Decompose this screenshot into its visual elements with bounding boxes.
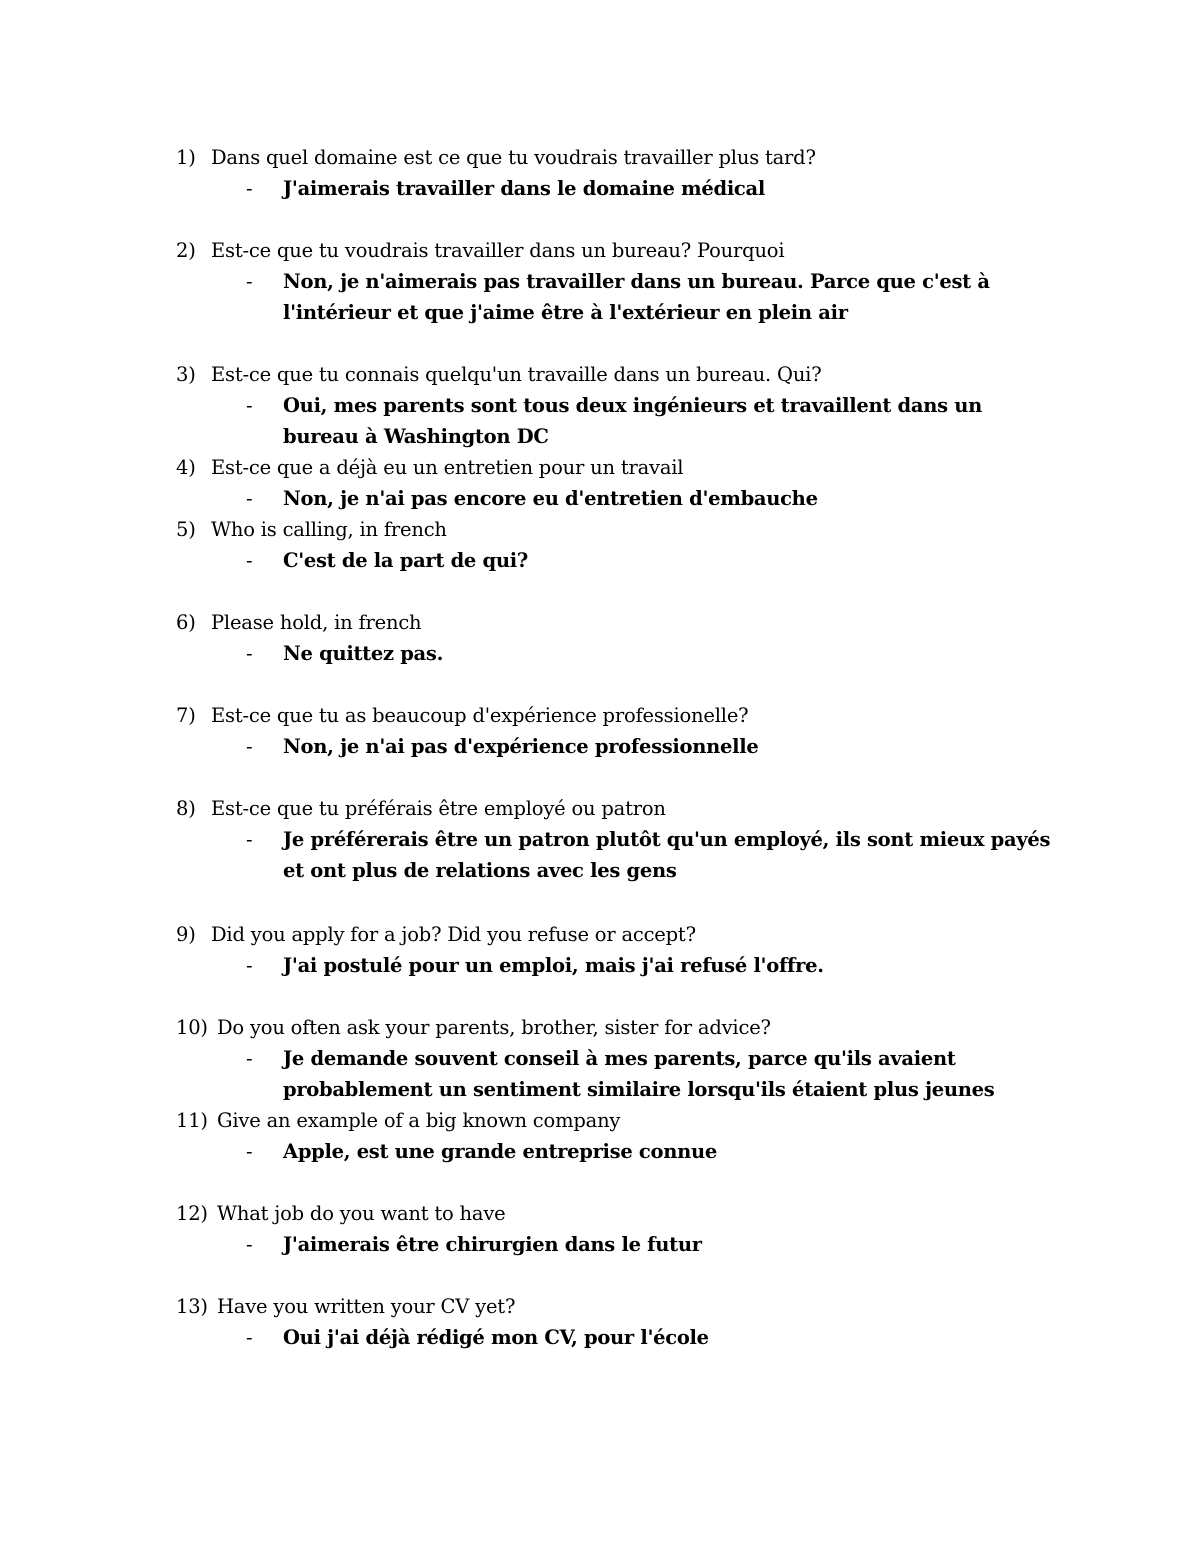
bullet-dash: - [246, 1047, 253, 1070]
answer-text: Oui, mes parents sont tous deux ingénieurs et travaillent dans un bureau à Washington DC [283, 394, 983, 448]
bullet-dash: - [246, 1326, 253, 1349]
question-number: 9) [176, 923, 196, 946]
bullet-dash: - [246, 177, 253, 200]
answer-text: J'aimerais être chirurgien dans le futur [283, 1233, 702, 1256]
qa-item-2 [176, 235, 1076, 328]
bullet-dash: - [246, 828, 253, 851]
question-text: Est-ce que tu préférais être employé ou patron [211, 797, 666, 820]
answer [246, 390, 1063, 452]
question-text: Dans quel domaine est ce que tu voudrais travailler plus tard? [211, 146, 816, 169]
bullet-dash: - [246, 394, 253, 417]
qa-item-12 [176, 1198, 1076, 1260]
qa-item-1 [176, 142, 1076, 204]
question [176, 1198, 1076, 1229]
answer [246, 483, 1063, 514]
question-number: 1) [176, 146, 196, 169]
question-number: 4) [176, 456, 196, 479]
question-text: Did you apply for a job? Did you refuse or accept? [211, 923, 696, 946]
bullet-dash: - [246, 642, 253, 665]
answer-text: Apple, est une grande entreprise connue [283, 1140, 717, 1163]
question-number: 13) [176, 1295, 208, 1318]
question [176, 1105, 1076, 1136]
answer [246, 638, 1063, 669]
bullet-dash: - [246, 487, 253, 510]
answer [246, 1043, 1063, 1105]
answer [246, 731, 1063, 762]
answer [246, 950, 1063, 981]
answer-text: Oui j'ai déjà rédigé mon CV, pour l'école [283, 1326, 709, 1349]
answer [246, 266, 1063, 328]
answer-text: C'est de la part de qui? [283, 549, 528, 572]
qa-item-5 [176, 514, 1076, 576]
qa-item-7 [176, 700, 1076, 762]
answer-text: Non, je n'ai pas encore eu d'entretien d'embauche [283, 487, 818, 510]
bullet-dash: - [246, 735, 253, 758]
question-text: Est-ce que tu voudrais travailler dans un bureau? Pourquoi [211, 239, 785, 262]
qa-item-8 [176, 793, 1076, 886]
question-number: 12) [176, 1202, 208, 1225]
question-number: 8) [176, 797, 196, 820]
question-number: 6) [176, 611, 196, 634]
answer-text: Non, je n'ai pas d'expérience professionnelle [283, 735, 759, 758]
bullet-dash: - [246, 549, 253, 572]
answer [246, 173, 1063, 204]
question [176, 700, 1076, 731]
question [176, 919, 1076, 950]
question-text: What job do you want to have [217, 1202, 506, 1225]
answer [246, 1229, 1063, 1260]
answer-text: J'aimerais travailler dans le domaine médical [283, 177, 765, 200]
question [176, 1012, 1076, 1043]
question [176, 607, 1076, 638]
bullet-dash: - [246, 954, 253, 977]
question-number: 11) [176, 1109, 208, 1132]
question-text: Who is calling, in french [211, 518, 447, 541]
bullet-dash: - [246, 1233, 253, 1256]
bullet-dash: - [246, 270, 253, 293]
qa-item-4 [176, 452, 1076, 514]
answer-text: Je demande souvent conseil à mes parents, parce qu'ils avaient probablement un sentiment similaire lorsqu'ils étaient plus jeunes [283, 1047, 995, 1101]
question [176, 514, 1076, 545]
question-number: 7) [176, 704, 196, 727]
qa-item-6 [176, 607, 1076, 669]
bullet-dash: - [246, 1140, 253, 1163]
question [176, 359, 1076, 390]
answer [246, 545, 1063, 576]
question [176, 793, 1076, 824]
question-text: Give an example of a big known company [217, 1109, 621, 1132]
question-text: Est-ce que tu connais quelqu'un travaille dans un bureau. Qui? [211, 363, 822, 386]
answer-text: Ne quittez pas. [283, 642, 444, 665]
answer [246, 1136, 1063, 1167]
question-text: Est-ce que tu as beaucoup d'expérience professionelle? [211, 704, 749, 727]
question-number: 5) [176, 518, 196, 541]
question [176, 1291, 1076, 1322]
answer [246, 824, 1063, 886]
question-number: 10) [176, 1016, 208, 1039]
qa-item-10 [176, 1012, 1076, 1105]
qa-item-9 [176, 919, 1076, 981]
question-number: 2) [176, 239, 196, 262]
question-text: Do you often ask your parents, brother, sister for advice? [217, 1016, 771, 1039]
answer-text: Je préférerais être un patron plutôt qu'un employé, ils sont mieux payés et ont plus de relations avec les gens [283, 828, 1051, 882]
answer-text: J'ai postulé pour un emploi, mais j'ai refusé l'offre. [283, 954, 824, 977]
qa-item-13 [176, 1291, 1076, 1353]
question-text: Est-ce que a déjà eu un entretien pour un travail [211, 456, 684, 479]
question [176, 235, 1076, 266]
question-text: Please hold, in french [211, 611, 422, 634]
question [176, 142, 1076, 173]
qa-item-11 [176, 1105, 1076, 1167]
qa-item-3 [176, 359, 1076, 452]
question [176, 452, 1076, 483]
answer [246, 1322, 1063, 1353]
question-text: Have you written your CV yet? [217, 1295, 516, 1318]
answer-text: Non, je n'aimerais pas travailler dans un bureau. Parce que c'est à l'intérieur et que j'aime être à l'extérieur en plein air [283, 270, 990, 324]
question-number: 3) [176, 363, 196, 386]
